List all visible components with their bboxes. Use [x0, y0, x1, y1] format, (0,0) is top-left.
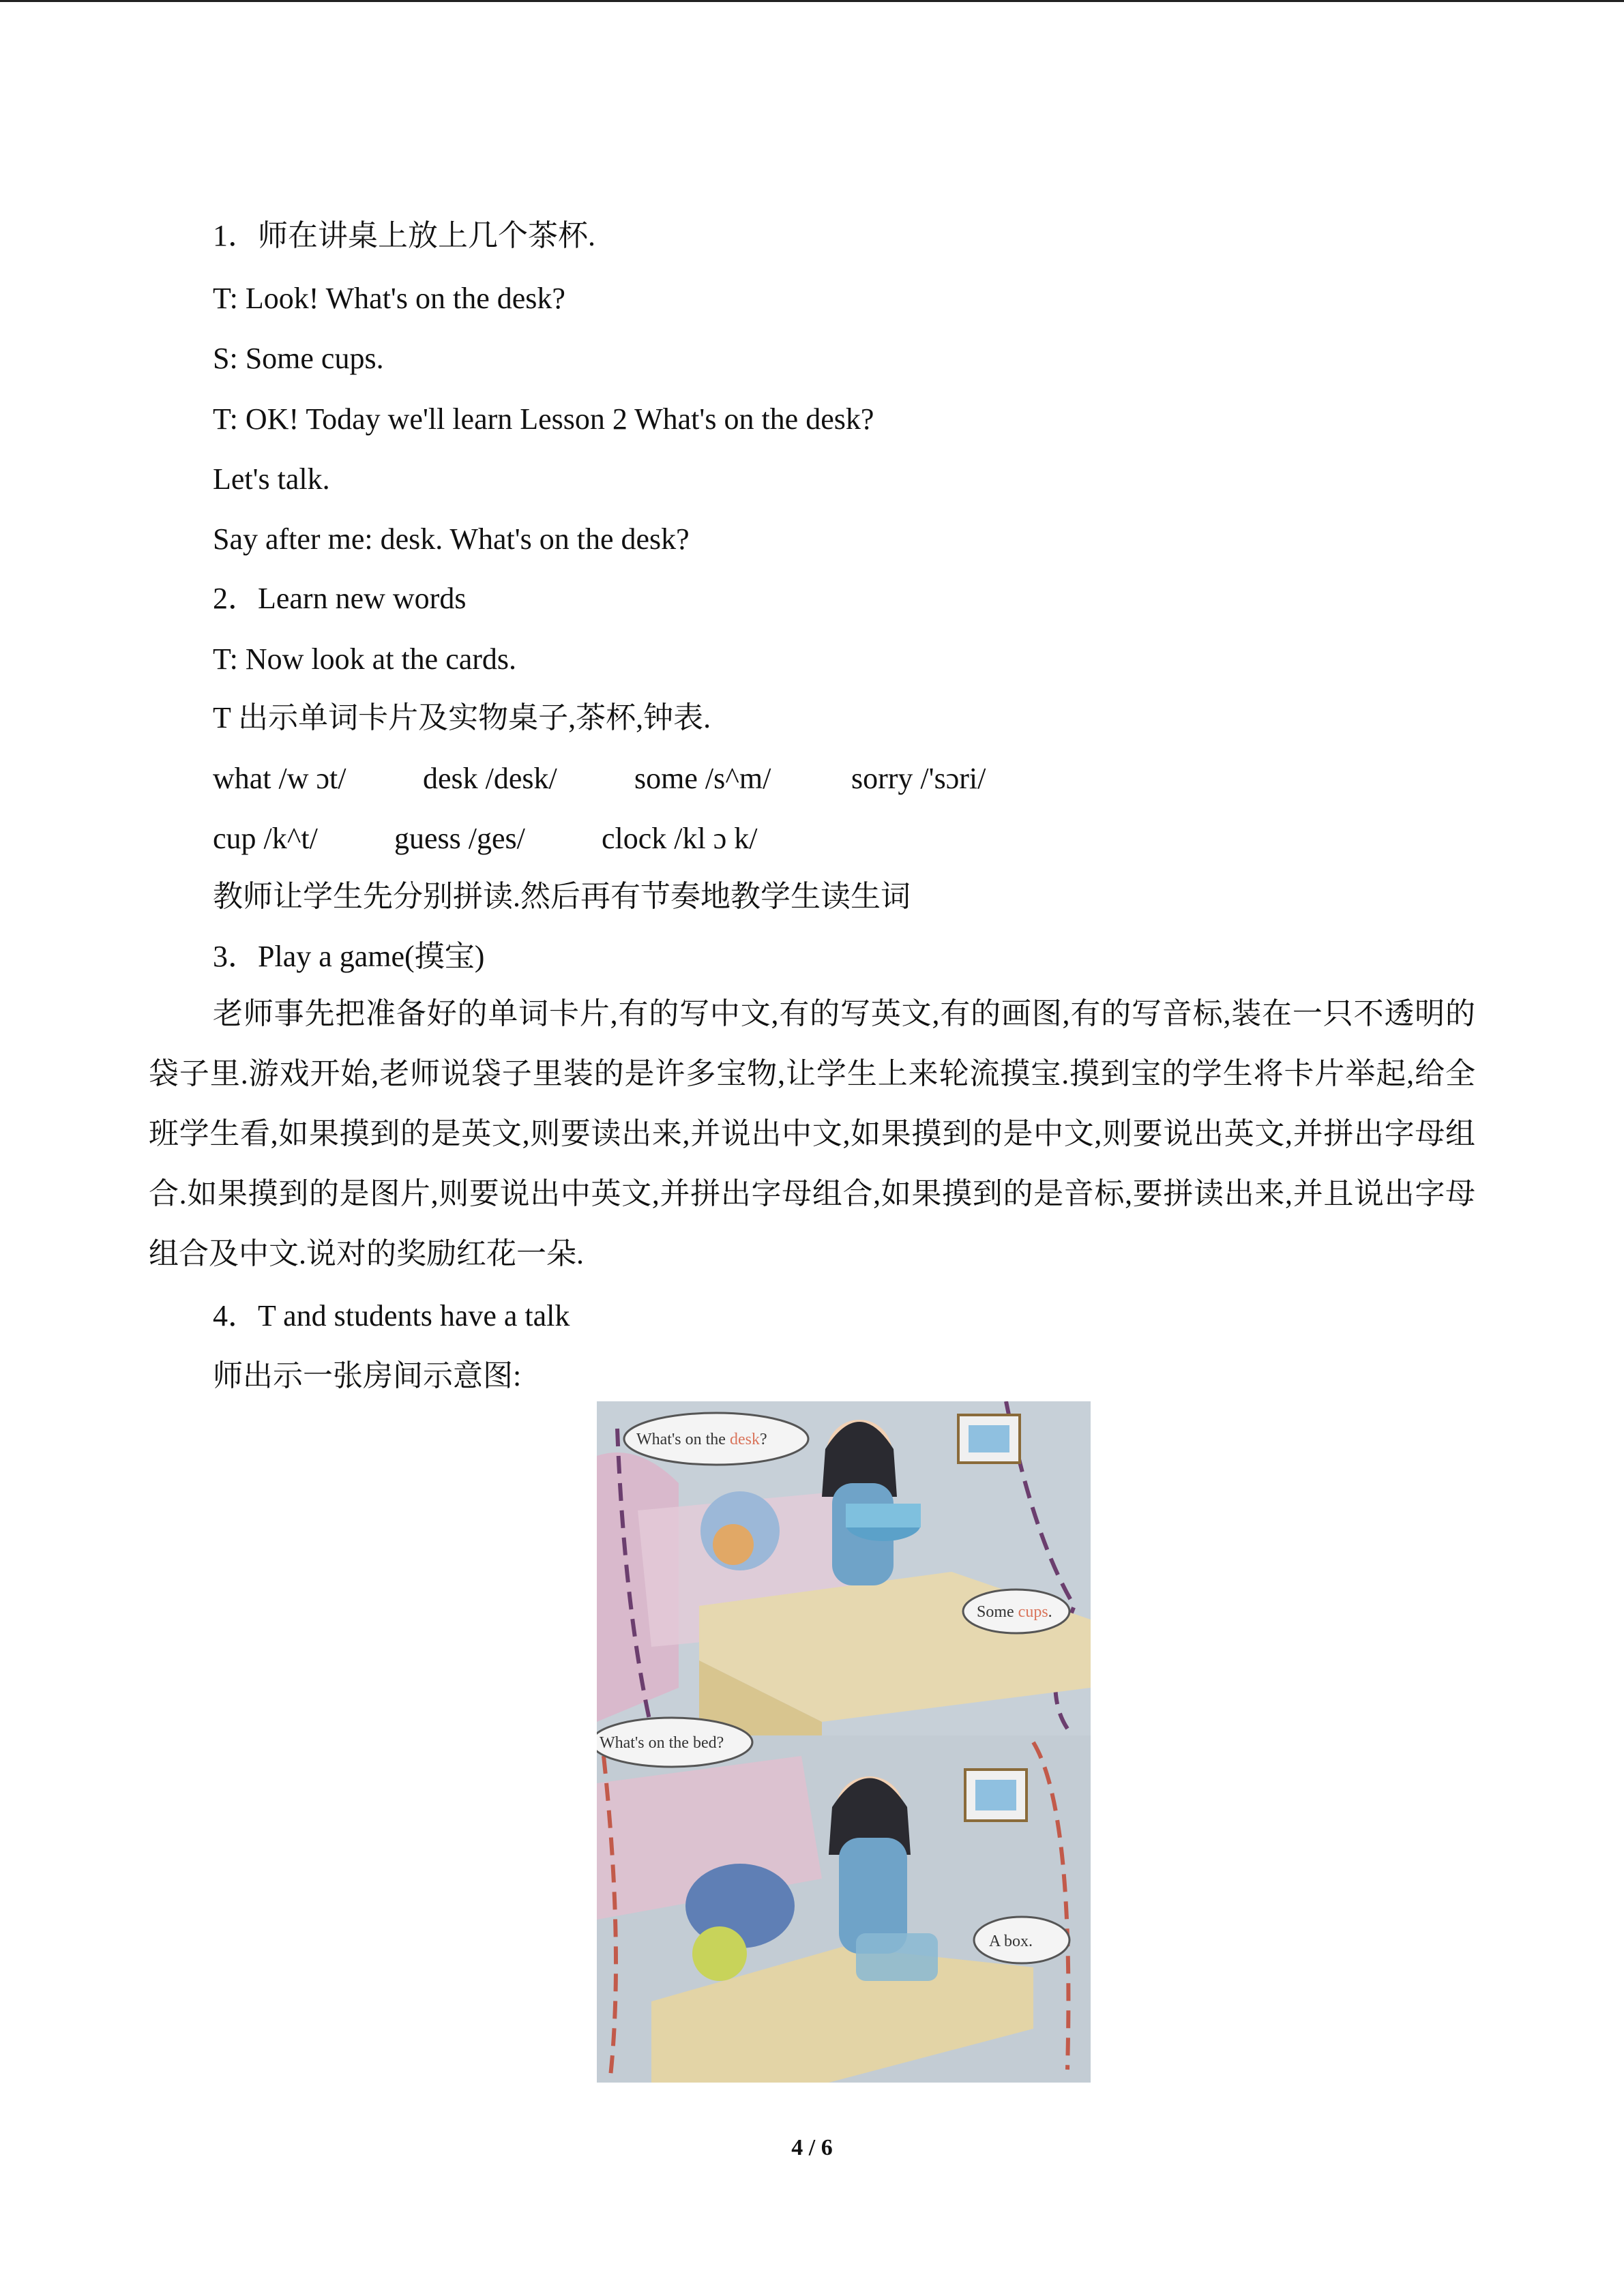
pronunciation-word: guess /ges/: [394, 822, 525, 855]
room-illustration: [597, 1401, 1091, 2083]
pronunciation-word: clock /kl ɔ k/: [602, 822, 758, 855]
pronunciation-word: cup /k^t/: [213, 822, 318, 855]
step3-heading: 3．Play a game(摸宝): [213, 940, 485, 973]
step4-heading: 4．T and students have a talk: [213, 1299, 570, 1332]
pronunciation-word: desk /desk/: [423, 762, 557, 795]
dialogue-line: T: Look! What's on the desk?: [213, 282, 565, 315]
instruction-line: 教师让学生先分别拼读.然后再有节奏地教学生读生词: [213, 880, 911, 913]
figure-caption: 师出示一张房间示意图:: [213, 1359, 522, 1392]
dialogue-line: T: OK! Today we'll learn Lesson 2 What's on the desk?: [213, 402, 874, 436]
game-description: 老师事先把准备好的单词卡片,有的写中文,有的写英文,有的画图,有的写音标,装在一只不透明的袋子里.游戏开始,老师说袋子里装的是许多宝物,让学生上来轮流摸宝.摸到宝的学生将卡片举起,给全班学生看,如果摸到的是英文,则要读出来,并说出中文,如果摸到的是中文,则要说出英文,并拼出字母组合.如果摸到的是图片,则要说出中英文,并拼出字母组合,如果摸到的是音标,要拼读出来,并且说出字母组合及中文.说对的奖励红花一朵.: [149, 997, 1475, 1270]
page-number: 4 / 6: [791, 2135, 833, 2160]
speech-bubble-answer-box: A box.: [989, 1933, 1033, 1950]
instruction-line: T 出示单词卡片及实物桌子,茶杯,钟表.: [213, 701, 711, 734]
speech-bubble-question-bed: What's on the bed?: [600, 1734, 724, 1752]
pronunciation-word: what /w ɔt/: [213, 762, 346, 795]
dialogue-line: S: Some cups.: [213, 342, 384, 375]
dialogue-line: T: Now look at the cards.: [213, 642, 517, 676]
dialogue-line: Let's talk.: [213, 462, 330, 496]
top-border: [0, 0, 1624, 2]
speech-bubble-answer-cups: Some cups.: [977, 1603, 1052, 1621]
pronunciation-word: some /s^m/: [634, 762, 771, 795]
step2-heading: 2．Learn new words: [213, 582, 467, 615]
dialogue-line: Say after me: desk. What's on the desk?: [213, 522, 690, 556]
step1-heading: 1．师在讲桌上放上几个茶杯.: [213, 219, 595, 252]
pronunciation-word: sorry /'sɔri/: [851, 762, 986, 795]
speech-bubble-question-desk: What's on the desk?: [636, 1431, 767, 1448]
